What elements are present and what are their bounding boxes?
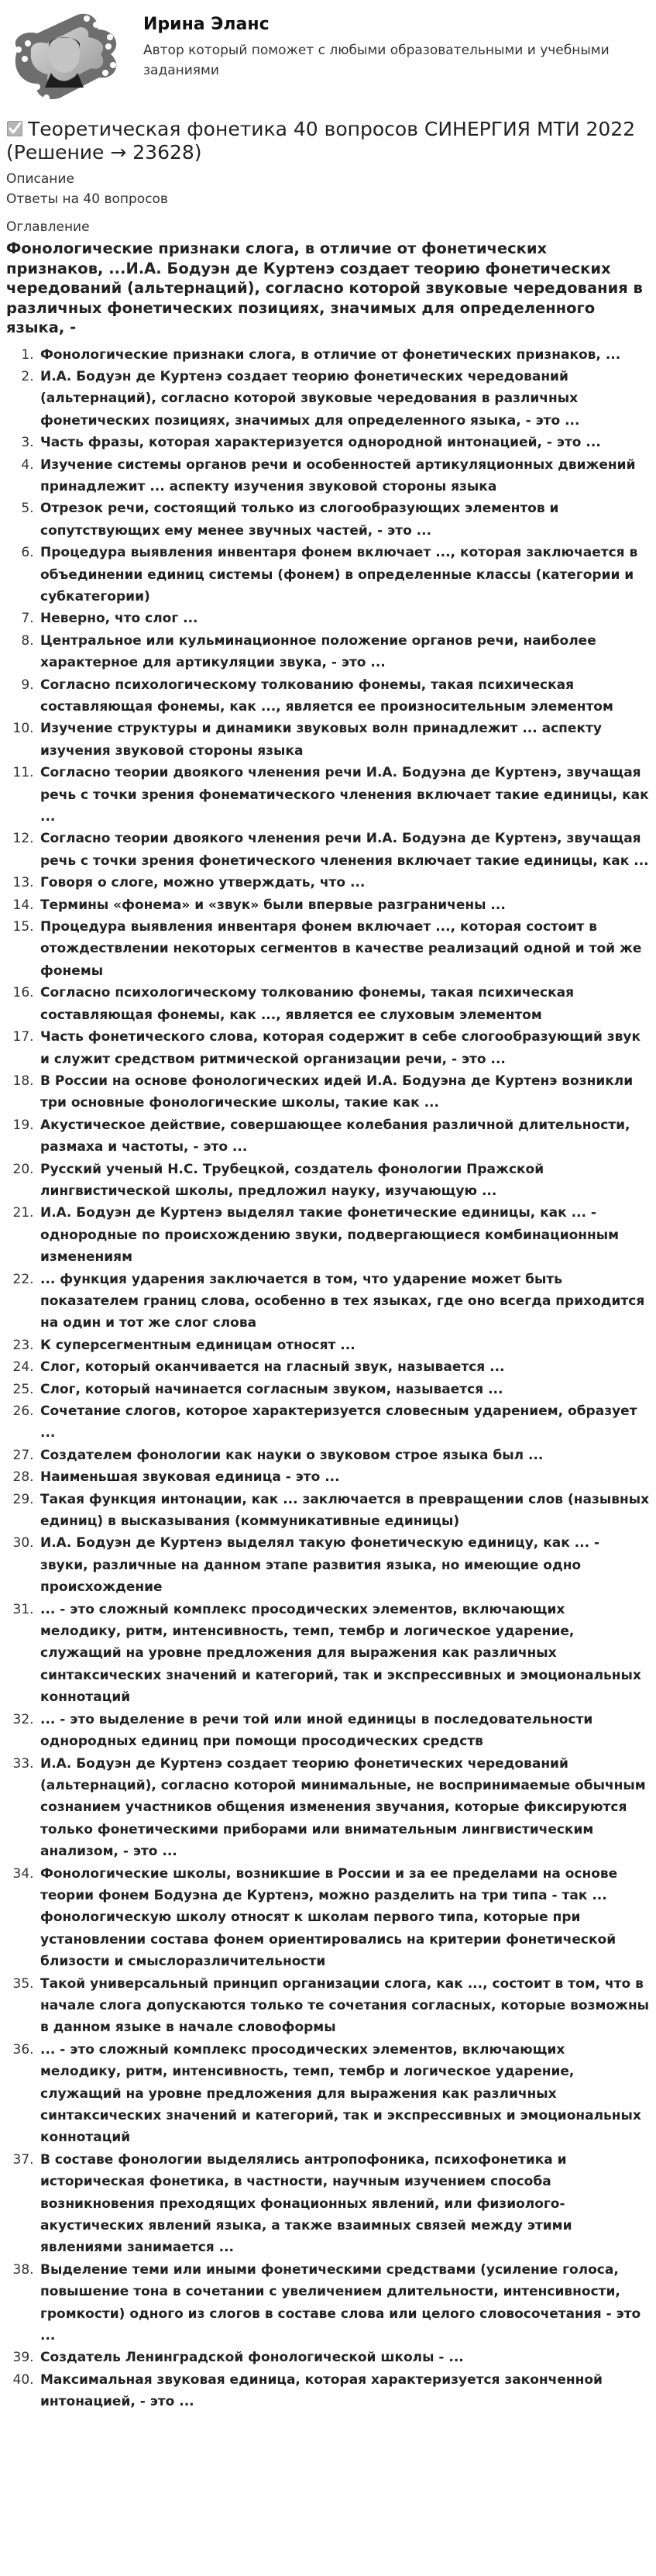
question-item: 18. В России на основе фонологических идей И.А. Бодуэна де Куртенэ возникли три основные фонологические школы, такие как ... [38,1070,650,1114]
question-list [6,344,650,2413]
question-item: 5. Отрезок речи, состоящий только из слогообразующих элементов и сопутствующих ему менее звучных частей, - это ... [38,498,650,542]
question-item: 12. Согласно теории двоякого членения речи И.А. Бодуэна де Куртенэ, звучащая речь с точки зрения фонетического членения включает такие единицы, как ... [38,828,650,872]
question-item: 3. Часть фразы, которая характеризуется однородной интонацией, - это ... [38,432,650,453]
question-item: 38. Выделение теми или иными фонетическими средствами (усиление голоса, повышение тона в сочетании с увеличением длительности, интенсивности, громкости) одного из слогов в составе слова или целого словосочетания - это ... [38,2259,650,2347]
question-item: 7. Неверно, что слог ... [38,608,650,629]
question-item: 37. В составе фонологии выделялись антропофоника, психофонетика и историческая фонетика, в частности, научным изучением способа возникновения преходящих фонационных явлений, или физиолого-акустических явлений языка, а также взаимных связей между этими явлениями занимается ... [38,2149,650,2259]
question-item: 16. Согласно психологическому толкованию фонемы, такая психическая составляющая фонемы, как ..., является ее слуховым элементом [38,982,650,1026]
question-item: 21. И.А. Бодуэн де Куртенэ выделял такие фонетические единицы, как ... - однородные по происхождению звуки, подвергающиеся комбинационным изменениям [38,1202,650,1268]
question-item: 10. Изучение структуры и динамики звуковых волн принадлежит ... аспекту изучения звуковой стороны языка [38,718,650,762]
question-item: 9. Согласно психологическому толкованию фонемы, такая психическая составляющая фонемы, как ..., является ее произносительным элементом [38,674,650,718]
question-item: 40. Максимальная звуковая единица, которая характеризуется законченной интонацией, - это ... [38,2369,650,2413]
question-item: 13. Говоря о слоге, можно утверждать, что ... [38,872,650,894]
question-item: 23. К суперсегментным единицам относят ... [38,1334,650,1356]
question-item: 28. Наименьшая звуковая единица - это ... [38,1466,650,1488]
question-item: 8. Центральное или кульминационное положение органов речи, наиболее характерное для артикуляции звука, - это ... [38,630,650,674]
question-item: 15. Процедура выявления инвентаря фонем включает ..., которая состоит в отождествлении некоторых сегментов в качестве реализаций одной и той же фонемы [38,916,650,982]
description-value: Ответы на 40 вопросов [6,191,168,207]
author-description: Автор который поможет с любыми образовательными и учебными заданиями [143,43,610,78]
question-item: 35. Такой универсальный принцип организации слога, как ..., состоит в том, что в начале слога допускаются только те сочетания согласных, которые возможны в данном языке в начале словоформы [38,1973,650,2039]
question-item: 6. Процедура выявления инвентаря фонем включает ..., которая заключается в объединении единиц системы (фонем) в определенные классы (категории и субкатегории) [38,542,650,608]
question-item: 2. И.А. Бодуэн де Куртенэ создает теорию фонетических чередований (альтернаций), согласно которой звуковые чередования в различных фонетических позициях, значимых для определенного языка, - это ... [38,366,650,432]
question-item: 26. Сочетание слогов, которое характеризуется словесным ударением, образует ... [38,1400,650,1445]
question-item: 39. Создатель Ленинградской фонологической школы - ... [38,2347,650,2368]
question-item: 14. Термины «фонема» и «звук» были впервые разграничены ... [38,894,650,916]
question-item: 25. Слог, который начинается согласным звуком, называется ... [38,1379,650,1400]
question-item: 22. ... функция ударения заключается в том, что ударение может быть показателем границ слова, особенно в тех языках, где оно всегда приходится на один и тот же слог слова [38,1269,650,1334]
description-label: Описание [6,171,74,187]
page-title [6,118,650,164]
question-item: 27. Создателем фонологии как науки о звуковом строе языка был ... [38,1445,650,1466]
question-item: 1. Фонологические признаки слога, в отличие от фонетических признаков, ... [38,344,650,366]
document-title: Теоретическая фонетика 40 вопросов СИНЕРГИЯ МТИ 2022 (Решение → 23628) [6,118,636,164]
question-item: 33. И.А. Бодуэн де Куртенэ создает теорию фонетических чередований (альтернаций), согласно которой минимальные, не воспринимаемые обычным сознанием участников общения изменения звучания, которые фиксируются только фонетическими приборами или внимательным лингвистическим анализом, - это ... [38,1753,650,1863]
author-name[interactable]: Ирина Эланс [143,15,270,34]
avatar[interactable] [6,6,130,107]
question-item: 30. И.А. Бодуэн де Куртенэ выделял такую фонетическую единицу, как ... - звуки, различные на данном этапе развития языка, но имеющие одно происхождение [38,1532,650,1598]
question-item: 31. ... - это сложный комплекс просодических элементов, включающих мелодику, ритм, интенсивность, темп, тембр и логическое ударение, служащий на уровне предложения для выражения как различных синтаксических значений и категорий, так и экспрессивных и эмоциональных коннотаций [38,1599,650,1709]
question-item: 24. Слог, который оканчивается на гласный звук, называется ... [38,1356,650,1378]
question-item: 36. ... - это сложный комплекс просодических элементов, включающих мелодику, ритм, интенсивность, темп, тембр и логическое ударение, служащий на уровне предложения для выражения как различных синтаксических значений и категорий, так и экспрессивных и эмоциональных коннотаций [38,2039,650,2149]
question-item: 34. Фонологические школы, возникшие в России и за ее пределами на основе теории фонем Бодуэна де Куртенэ, можно разделить на три типа - так ... фонологическую школу относят к школам первого типа, которые при установлении состава фонем ориентировались на критерии фонетической близости и смыслоразличительности [38,1863,650,1973]
question-item: 20. Русский ученый Н.С. Трубецкой, создатель фонологии Пражской лингвистической школы, предложил науку, изучающую ... [38,1159,650,1203]
toc-label: Оглавление [6,219,90,235]
question-item: 17. Часть фонетического слова, которая содержит в себе слогообразующий звук и служит средством ритмической организации речи, - это ... [38,1026,650,1070]
toc-lead-text: Фонологические признаки слога, в отличие от фонетических признаков, ...И.А. Бодуэн де Куртенэ создает теорию фонетических чередований (альтернаций), согласно которой звуковые чередования в различных фонетических позициях, значимых для определенного языка, - [6,239,643,336]
question-item: 19. Акустическое действие, совершающее колебания различной длительности, размаха и частоты, - это ... [38,1114,650,1159]
question-item: 29. Такая функция интонации, как ... заключается в превращении слов (назывных единиц) в высказывания (коммуникативные единицы) [38,1489,650,1533]
question-item: 32. ... - это выделение в речи той или иной единицы в последовательности однородных единиц при помощи просодических средств [38,1709,650,1753]
author-photo-icon [6,6,130,107]
author-card [6,6,650,113]
question-item: 4. Изучение системы органов речи и особенностей артикуляционных движений принадлежит ... аспекту изучения звуковой стороны языка [38,454,650,498]
checkbox-checked-icon [6,119,23,136]
question-item: 11. Согласно теории двоякого членения речи И.А. Бодуэна де Куртенэ, звучащая речь с точки зрения фонематического членения включает такие единицы, как ... [38,762,650,828]
